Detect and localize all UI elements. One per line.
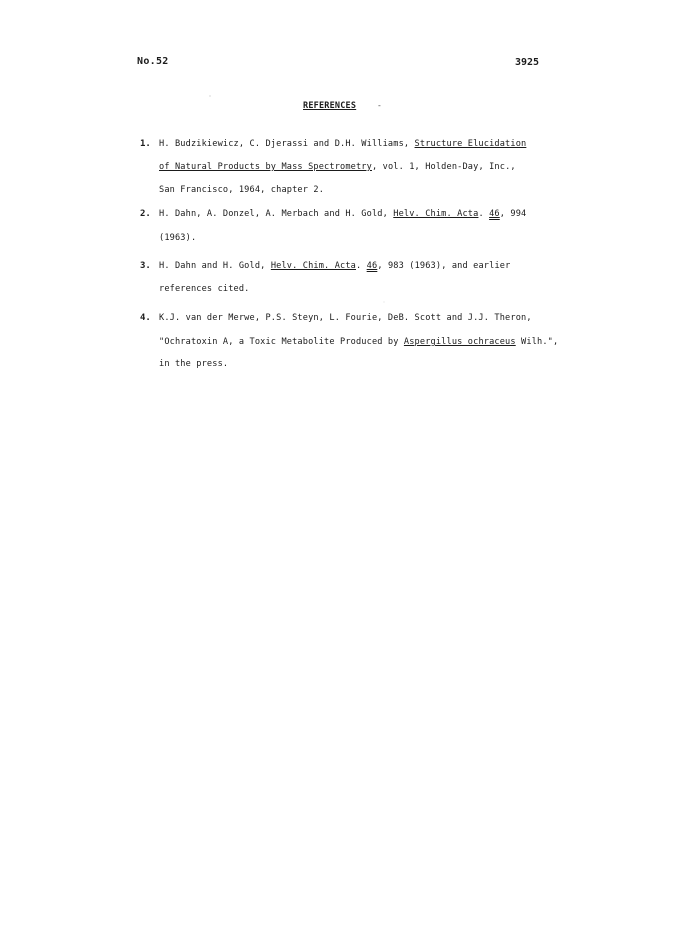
reference-number-3: 3.	[140, 261, 151, 271]
reference-number-2: 2.	[140, 209, 151, 219]
page-number: 3925	[515, 57, 540, 68]
reference-number-4: 4.	[140, 313, 151, 323]
reference-1-publisher: , vol. 1, Holden-Day, Inc.,	[371, 162, 516, 172]
reference-3-line-2: references cited.	[159, 284, 250, 294]
heading-dash: -	[377, 101, 382, 110]
reference-1-book-title-cont: of Natural Products by Mass Spectrometry	[159, 162, 372, 172]
reference-4-title-end: Wilh.",	[515, 337, 559, 347]
reference-3-volume: 46	[366, 261, 378, 271]
reference-3-authors: H. Dahn and H. Gold,	[159, 261, 271, 271]
reference-4-title: "Ochratoxin A, a Toxic Metabolite Produced by	[159, 337, 404, 347]
reference-1-line-3: San Francisco, 1964, chapter 2.	[159, 185, 325, 195]
reference-1-book-title: Structure Elucidation	[414, 139, 527, 149]
reference-3-punct: .	[356, 261, 367, 271]
reference-number-1: 1.	[140, 139, 151, 149]
reference-2-volume: 46	[489, 209, 500, 219]
reference-2-punct: .	[478, 209, 490, 219]
reference-3-journal: Helv. Chim. Acta	[270, 261, 356, 271]
reference-3-pages: , 983 (1963), and earlier	[377, 261, 511, 271]
reference-4-line-1: K.J. van der Merwe, P.S. Steyn, L. Fourie, DeB. Scott and J.J. Theron,	[159, 313, 532, 323]
reference-2-pages: , 994	[499, 209, 527, 219]
reference-4-species: Aspergillus ochraceus	[403, 337, 516, 347]
reference-2-line-2: (1963).	[159, 233, 197, 243]
journal-issue-number: No.52	[137, 56, 169, 67]
reference-4-line-3: in the press.	[159, 359, 229, 369]
reference-1-line-1	[159, 139, 526, 149]
reference-3-line-1	[159, 261, 510, 271]
reference-2-line-1	[159, 209, 526, 219]
reference-1-authors: H. Budzikiewicz, C. Djerassi and D.H. Williams,	[159, 139, 415, 149]
references-heading: REFERENCES	[303, 101, 357, 111]
reference-2-journal: Helv. Chim. Acta	[393, 209, 479, 219]
reference-2-authors: H. Dahn, A. Donzel, A. Merbach and H. Gold,	[159, 209, 394, 219]
reference-1-line-2	[159, 162, 516, 172]
reference-4-line-2	[159, 337, 558, 347]
